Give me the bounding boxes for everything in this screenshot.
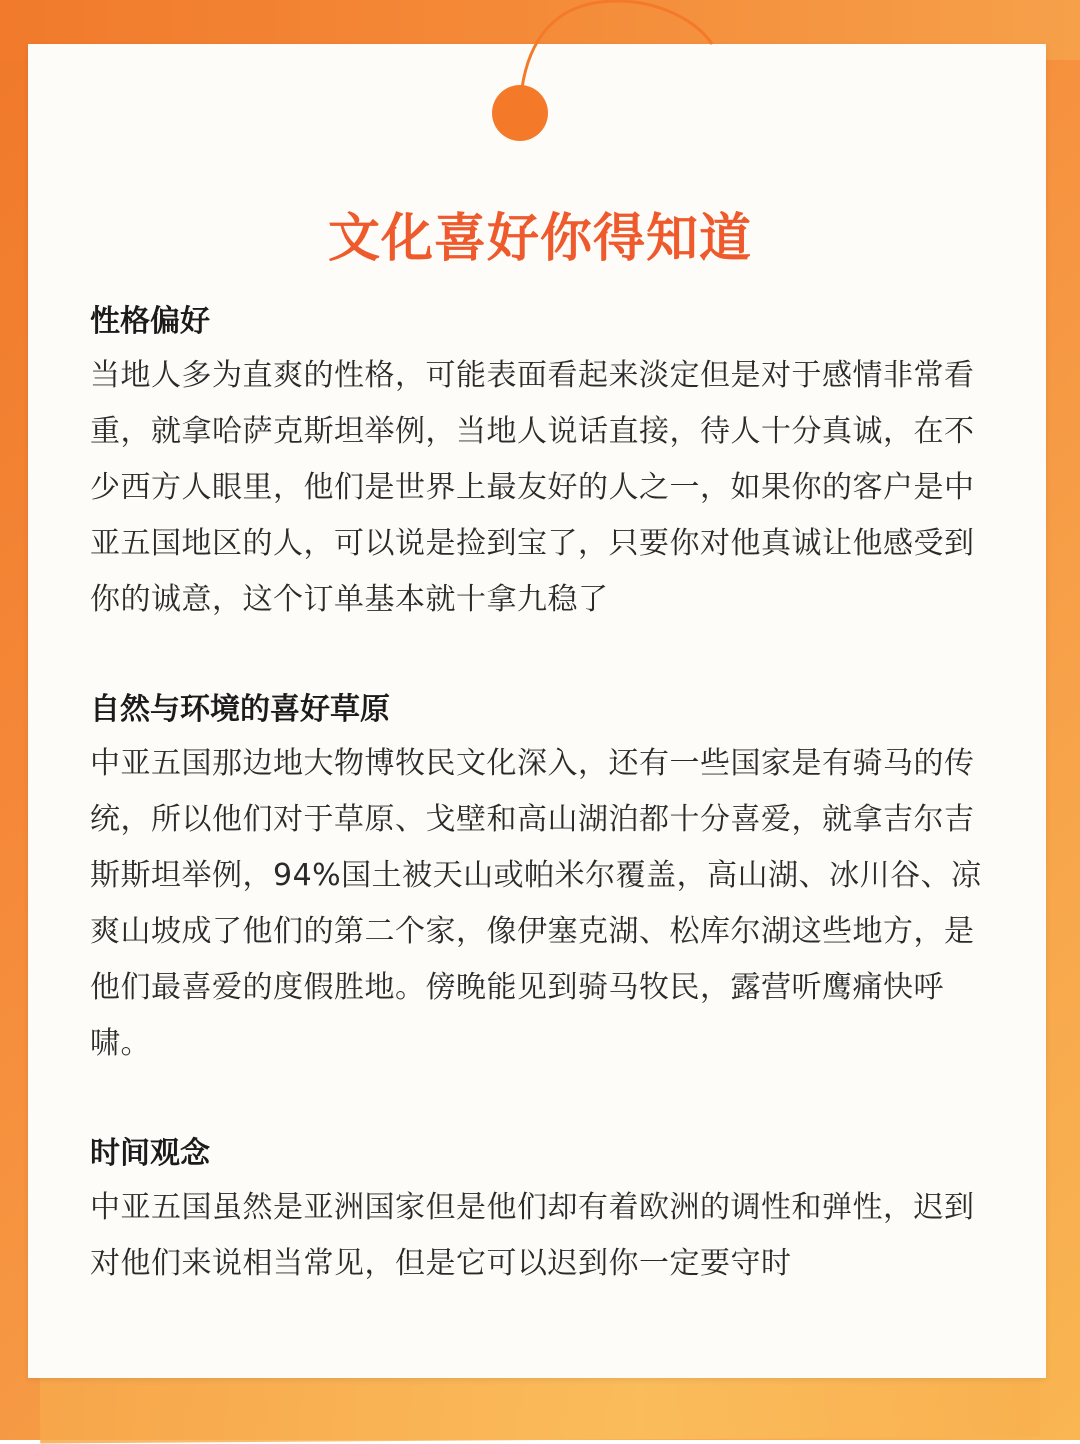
section-body: 中亚五国虽然是亚洲国家但是他们却有着欧洲的调性和弹性，迟到对他们来说相当常见，但是它可以迟到你一定要守时 (90, 1190, 975, 1281)
pin-icon (492, 85, 548, 141)
page-title: 文化喜好你得知道 (327, 209, 752, 269)
section-heading: 时间观念 (90, 1136, 210, 1171)
section-heading: 自然与环境的喜好草原 (90, 692, 390, 727)
section-body: 当地人多为直爽的性格，可能表面看起来淡定但是对于感情非常看重，就拿哈萨克斯坦举例，当地人说话直接，待人十分真诚，在不少西方人眼里，他们是世界上最友好的人之一，如果你的客户是中亚五国地区的人，可以说是捡到宝了，只要你对他真诚让他感受到你的诚意，这个订单基本就十拿九稳了 (90, 358, 975, 617)
section-body: 中亚五国那边地大物博牧民文化深入，还有一些国家是有骑马的传统，所以他们对于草原、戈壁和高山湖泊都十分喜爱，就拿吉尔吉斯斯坦举例，94%国土被天山或帕米尔覆盖，高山湖、冰川谷、凉爽山坡成了他们的第二个家，像伊塞克湖、松库尔湖这些地方，是他们最喜爱的度假胜地。傍晚能见到骑马牧民，露营听鹰痛快呼啸。 (90, 746, 982, 1061)
article-content (90, 296, 990, 1292)
section-heading: 性格偏好 (90, 304, 210, 339)
section-time (90, 1128, 990, 1292)
section-personality (90, 296, 990, 628)
background-bottom-strip (40, 1367, 1040, 1444)
section-nature (90, 684, 990, 1072)
